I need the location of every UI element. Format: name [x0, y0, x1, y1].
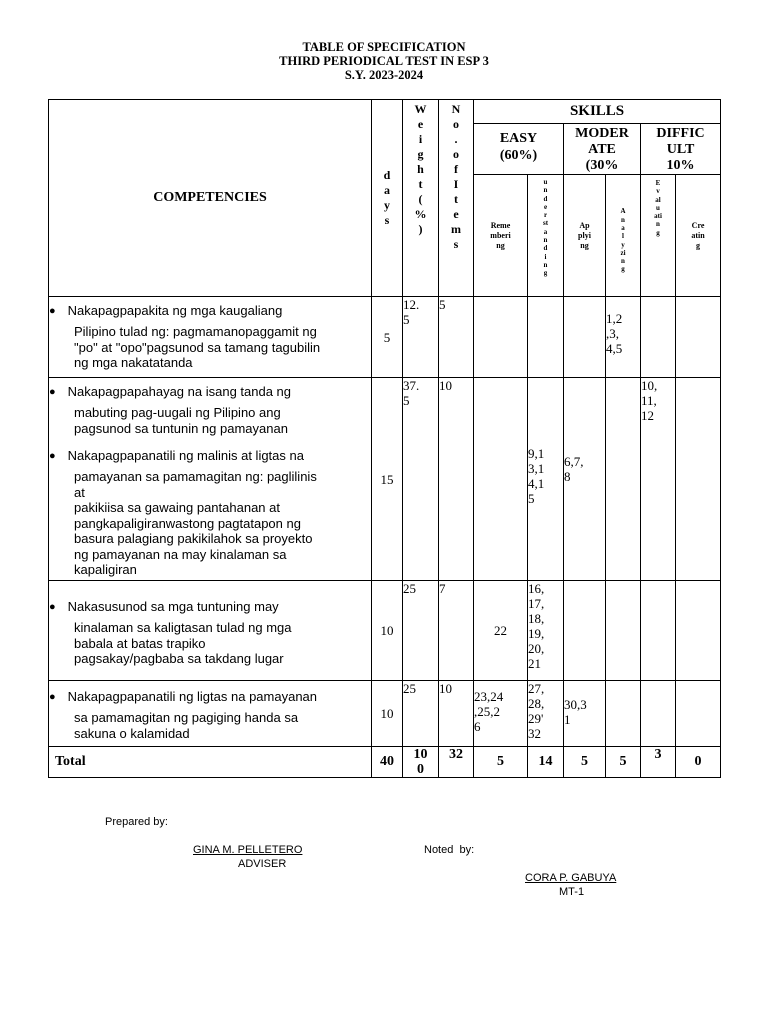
- stacked-text-line: 23,24: [474, 689, 504, 704]
- competency-text: "po" at "opo"pagsunod sa tamang tagubilin: [74, 339, 321, 355]
- difficult-label-2: ULT: [666, 142, 695, 157]
- easy-percent: (60%): [499, 148, 538, 163]
- stacked-text-line: al: [655, 195, 661, 204]
- competency-text: ng mga nakatatanda: [74, 355, 193, 370]
- stacked-text-line: 17,: [528, 596, 545, 611]
- stacked-text-line: ,25,2: [474, 704, 500, 719]
- creating-2: atin: [691, 230, 705, 240]
- total-label: Total: [49, 747, 372, 778]
- understanding-letters: [528, 175, 563, 278]
- weight-cell: [403, 297, 439, 378]
- table-row: [49, 297, 721, 378]
- competency-text: Nakasusunod sa mga tuntuning may: [67, 599, 279, 614]
- easy-header: [474, 124, 564, 175]
- evaluating-cell: [641, 297, 676, 378]
- stacked-text-line: g: [543, 269, 548, 278]
- stacked-text-line: h: [417, 162, 424, 176]
- total-weight-1: 10: [413, 747, 428, 762]
- difficult-percent: 10%: [666, 158, 695, 173]
- stacked-text-line: u: [543, 178, 548, 186]
- competency-text: pamayanan sa pamamagitan ng: paglilinis: [74, 469, 317, 484]
- competency-item: [49, 599, 371, 667]
- remembering-2: mberi: [490, 230, 511, 240]
- stacked-text-line: e: [417, 117, 424, 131]
- total-remembering: 5: [474, 747, 528, 778]
- specification-table: [48, 99, 721, 778]
- stacked-text-line: g: [417, 147, 424, 161]
- stacked-text-line: ): [418, 222, 423, 236]
- competency-text: Nakapagpapahayag na isang tanda ng: [67, 384, 292, 399]
- school-year: S.Y. 2023-2024: [344, 68, 424, 82]
- stacked-text-line: n: [543, 260, 548, 269]
- stacked-text-line: %: [414, 207, 427, 221]
- stacked-text-line: m: [451, 222, 461, 236]
- competencies-header: COMPETENCIES: [49, 100, 372, 297]
- stacked-text-line: d: [543, 244, 548, 253]
- evaluating-header: [641, 175, 676, 297]
- competency-text: pangkapaligiranwastong pagtatapon ng: [74, 515, 301, 531]
- evaluating-cell: [641, 581, 676, 681]
- understanding-cell: [528, 681, 564, 747]
- competency-item: [49, 384, 371, 436]
- noter-title: MT-1: [559, 886, 585, 898]
- weight-cell: 25: [403, 581, 439, 681]
- competency-item: [49, 689, 371, 741]
- competency-cell: [49, 581, 372, 681]
- creating-cell: [676, 681, 721, 747]
- weight-value-2: 5: [403, 393, 410, 408]
- bullet-icon: ●: [49, 601, 56, 613]
- stacked-text-line: l: [622, 232, 624, 241]
- creating-header: [676, 175, 721, 297]
- table-row: [49, 378, 721, 581]
- stacked-text-line: d: [543, 194, 548, 203]
- competency-cell: [49, 297, 372, 378]
- applying-cell: [564, 297, 606, 378]
- competency-text: mabuting pag-uugali ng Pilipino ang: [74, 405, 281, 420]
- easy-label: EASY: [499, 131, 538, 146]
- stacked-text-line: 1: [564, 712, 571, 727]
- stacked-text-line: o: [453, 117, 459, 131]
- stacked-text-line: s: [384, 213, 390, 227]
- total-applying: 5: [564, 747, 606, 778]
- total-understanding: 14: [528, 747, 564, 778]
- remembering-cell: [474, 378, 528, 581]
- total-weight: [403, 747, 439, 778]
- stacked-text-line: 12: [641, 408, 654, 423]
- stacked-text-line: t: [454, 192, 458, 206]
- stacked-text-line: 8: [564, 469, 571, 484]
- analyzing-cell: [606, 681, 641, 747]
- items-cell: 10: [439, 681, 474, 747]
- weight-cell: 25: [403, 681, 439, 747]
- weight-letters: [403, 100, 438, 237]
- noted-by-label: Noted by:: [424, 844, 475, 856]
- understanding-cell: [528, 378, 564, 581]
- stacked-text-line: r: [543, 211, 548, 220]
- stacked-text-line: 19,: [528, 626, 545, 641]
- competency-text: sakuna o kalamidad: [74, 725, 190, 741]
- stacked-text-line: ,3,: [606, 326, 619, 341]
- stacked-text-line: a: [621, 223, 625, 232]
- days-cell: 15: [372, 378, 403, 581]
- applying-3: ng: [580, 240, 589, 250]
- analyzing-header: [606, 175, 641, 297]
- evaluating-cell: [641, 378, 676, 581]
- total-weight-2: 0: [417, 762, 424, 777]
- applying-cell: [564, 581, 606, 681]
- understanding-header: [528, 175, 564, 297]
- stacked-text-line: e: [453, 207, 459, 221]
- remembering-cell: 22: [474, 581, 528, 681]
- analyzing-cell: [606, 581, 641, 681]
- items-header: [439, 100, 474, 297]
- noter-name: CORA P. GABUYA: [525, 872, 617, 884]
- competency-text: pagsunod sa tuntunin ng pamayanan: [74, 420, 288, 436]
- stacked-text-line: 5: [528, 491, 535, 506]
- remembering-header: [474, 175, 528, 297]
- table-row: [49, 681, 721, 747]
- stacked-text-line: 11,: [641, 393, 657, 408]
- stacked-text-line: 20,: [528, 641, 545, 656]
- moderate-percent: (30%: [585, 158, 619, 173]
- weight-value-2: 5: [403, 312, 410, 327]
- stacked-text-line: 9,1: [528, 446, 545, 461]
- remembering-1: Reme: [490, 220, 511, 230]
- days-cell: 5: [372, 297, 403, 378]
- creating-cell: [676, 297, 721, 378]
- stacked-text-line: i: [418, 132, 423, 146]
- competency-text: at: [74, 484, 85, 500]
- total-evaluating: 3: [641, 747, 676, 778]
- total-creating: 0: [676, 747, 721, 778]
- competency-item: [49, 448, 371, 578]
- weight-cell: [403, 378, 439, 581]
- creating-1: Cre: [691, 220, 705, 230]
- days-letters: [372, 168, 402, 228]
- stacked-text-line: n: [621, 215, 625, 224]
- stacked-text-line: 32: [528, 726, 541, 741]
- evaluating-cell: [641, 681, 676, 747]
- stacked-text-line: zi: [620, 248, 626, 257]
- preparer-title: ADVISER: [238, 858, 287, 870]
- difficult-label-1: DIFFIC: [656, 126, 705, 141]
- stacked-text-line: a: [384, 183, 390, 197]
- stacked-text-line: f: [454, 162, 458, 176]
- total-row: [49, 747, 721, 778]
- competency-text: ng pamayanan na may kinalaman sa: [74, 546, 287, 562]
- stacked-text-line: y: [384, 198, 390, 212]
- total-items: 32: [439, 747, 474, 778]
- creating-cell: [676, 378, 721, 581]
- days-cell: 10: [372, 581, 403, 681]
- evaluating-letters: [641, 175, 675, 237]
- creating-cell: [676, 581, 721, 681]
- bullet-icon: ●: [49, 691, 56, 703]
- remembering-cell: [474, 681, 528, 747]
- competency-text: babala at batas trapiko: [74, 635, 206, 651]
- competency-text: sa pamamagitan ng pagiging handa sa: [74, 710, 299, 725]
- stacked-text-line: i: [544, 252, 547, 261]
- stacked-text-line: e: [543, 202, 548, 211]
- weight-value-1: 37.: [403, 378, 420, 393]
- stacked-text-line: d: [383, 168, 391, 182]
- analyzing-cell: [606, 378, 641, 581]
- stacked-text-line: 10,: [641, 378, 658, 393]
- prepared-by-label: Prepared by:: [105, 816, 168, 828]
- stacked-text-line: .: [454, 132, 458, 146]
- stacked-text-line: t: [418, 177, 423, 191]
- stacked-text-line: 30,3: [564, 697, 587, 712]
- difficult-header: [641, 124, 721, 175]
- stacked-text-line: g: [621, 265, 625, 274]
- bullet-icon: ●: [49, 305, 56, 317]
- applying-2: plyi: [578, 230, 591, 240]
- stacked-text-line: a: [543, 227, 548, 236]
- stacked-text-line: A: [620, 207, 626, 216]
- table-row: [49, 581, 721, 681]
- total-days: 40: [372, 747, 403, 778]
- stacked-text-line: I: [453, 177, 459, 191]
- stacked-text-line: n: [656, 220, 660, 229]
- competency-text: basura palagiang pakikilahok sa proyekto: [74, 531, 313, 546]
- stacked-text-line: 3,1: [528, 461, 545, 476]
- competency-text: Nakapagpapanatili ng ligtas na pamayanan: [67, 689, 318, 704]
- competency-text: kinalaman sa kaligtasan tulad ng mga: [74, 620, 292, 635]
- competency-cell: [49, 378, 372, 581]
- skills-header: SKILLS: [474, 100, 721, 124]
- items-cell: 7: [439, 581, 474, 681]
- competency-text: pagsakay/pagbaba sa takdang lugar: [74, 651, 284, 666]
- days-cell: 10: [372, 681, 403, 747]
- understanding-cell: [528, 297, 564, 378]
- stacked-text-line: n: [621, 257, 625, 266]
- applying-cell: [564, 378, 606, 581]
- stacked-text-line: 27,: [528, 681, 545, 696]
- bullet-icon: ●: [49, 450, 56, 462]
- stacked-text-line: 21: [528, 656, 541, 671]
- competency-text: Nakapagpapanatili ng malinis at ligtas na: [67, 448, 304, 463]
- competency-cell: [49, 681, 372, 747]
- stacked-text-line: 16,: [528, 581, 545, 596]
- remembering-3: ng: [496, 240, 505, 250]
- items-cell: 10: [439, 378, 474, 581]
- preparer-name: GINA M. PELLETERO: [193, 844, 303, 856]
- stacked-text-line: n: [543, 236, 548, 245]
- applying-cell: [564, 681, 606, 747]
- applying-1: Ap: [579, 220, 590, 230]
- stacked-text-line: 18,: [528, 611, 545, 626]
- understanding-cell: [528, 581, 564, 681]
- competency-item: [49, 303, 371, 371]
- stacked-text-line: g: [656, 228, 660, 237]
- stacked-text-line: ati: [654, 212, 662, 221]
- stacked-text-line: n: [543, 186, 548, 195]
- stacked-text-line: s: [453, 237, 459, 251]
- stacked-text-line: 4,5: [606, 341, 623, 356]
- stacked-text-line: y: [621, 240, 625, 249]
- competency-text: Pilipino tulad ng: pagmamanopaggamit ng: [74, 324, 317, 339]
- doc-subtitle: THIRD PERIODICAL TEST IN ESP 3: [279, 54, 489, 68]
- days-header: [372, 100, 403, 297]
- items-cell: 5: [439, 297, 474, 378]
- stacked-text-line: u: [656, 203, 660, 212]
- stacked-text-line: st: [542, 219, 549, 228]
- analyzing-letters: [606, 197, 640, 273]
- stacked-text-line: o: [453, 147, 459, 161]
- stacked-text-line: 28,: [528, 696, 545, 711]
- competency-text: kapaligiran: [74, 562, 137, 577]
- stacked-text-line: 6,7,: [564, 454, 584, 469]
- moderate-header: [564, 124, 641, 175]
- stacked-text-line: W: [414, 102, 427, 116]
- remembering-cell: [474, 297, 528, 378]
- competency-text: pakikiisa sa gawaing pantahanan at: [74, 500, 280, 515]
- stacked-text-line: v: [656, 187, 660, 196]
- doc-title: TABLE OF SPECIFICATION: [302, 40, 466, 54]
- creating-3: g: [696, 240, 701, 250]
- weight-header: [403, 100, 439, 297]
- moderate-label-1: MODER: [575, 126, 629, 141]
- applying-header: [564, 175, 606, 297]
- analyzing-cell: [606, 297, 641, 378]
- stacked-text-line: 29': [528, 711, 544, 726]
- competency-text: Nakapagpapakita ng mga kaugaliang: [67, 303, 283, 318]
- stacked-text-line: 4,1: [528, 476, 545, 491]
- items-letters: [439, 100, 473, 252]
- stacked-text-line: 1,2: [606, 311, 623, 326]
- weight-value-1: 12.: [403, 297, 420, 312]
- total-analyzing: 5: [606, 747, 641, 778]
- stacked-text-line: 6: [474, 719, 481, 734]
- stacked-text-line: N: [451, 102, 461, 116]
- moderate-label-2: ATE: [588, 142, 616, 157]
- bullet-icon: ●: [49, 386, 56, 398]
- stacked-text-line: (: [418, 192, 423, 206]
- stacked-text-line: E: [655, 179, 661, 187]
